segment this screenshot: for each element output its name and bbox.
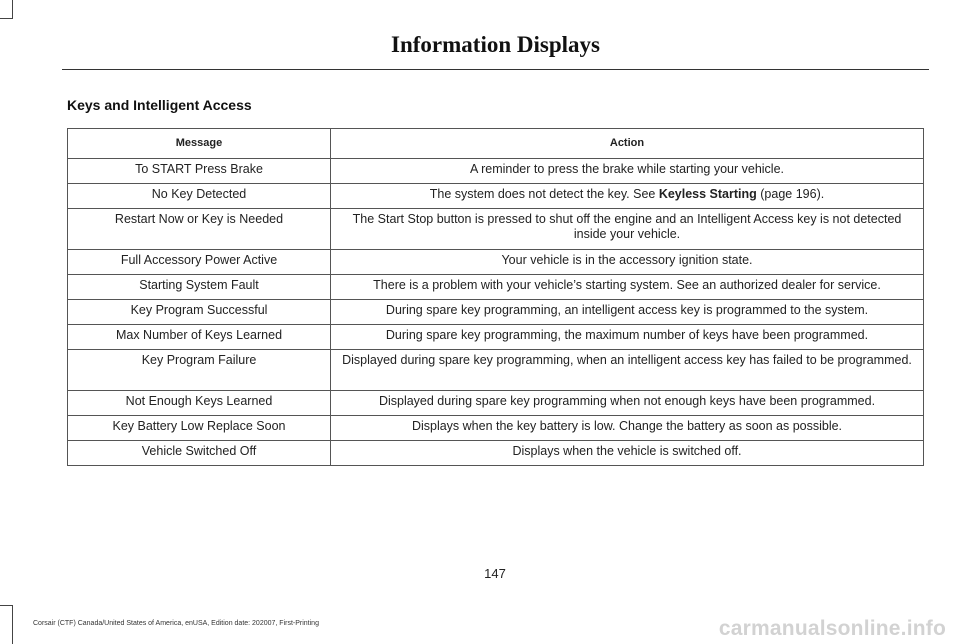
column-header-message: Message: [68, 129, 331, 159]
message-cell: To START Press Brake: [68, 159, 331, 184]
footer-edition-text: Corsair (CTF) Canada/United States of America, enUSA, Edition date: 202007, First-Printing: [33, 620, 319, 627]
action-cell: Displayed during spare key programming when not enough keys have been programmed.: [331, 391, 924, 416]
message-cell: Key Program Failure: [68, 350, 331, 391]
page-number: 147: [484, 566, 506, 581]
column-header-action: Action: [331, 129, 924, 159]
message-cell: Starting System Fault: [68, 275, 331, 300]
section-title: Keys and Intelligent Access: [67, 97, 252, 113]
action-cell: Displays when the key battery is low. Change the battery as soon as possible.: [331, 416, 924, 441]
cross-reference-link: Keyless Starting: [658, 187, 757, 201]
watermark: carmanualsonline.info: [718, 617, 946, 640]
table-row: [68, 184, 924, 209]
table-row: [68, 416, 924, 441]
header-divider: [62, 69, 929, 70]
message-cell: Not Enough Keys Learned: [68, 391, 331, 416]
action-cell: During spare key programming, an intelligent access key is programmed to the system.: [331, 300, 924, 325]
table-header-row: [68, 129, 924, 159]
table-row: [68, 391, 924, 416]
action-cell: Your vehicle is in the accessory ignition state.: [331, 250, 924, 275]
page-header-title: Information Displays: [391, 32, 600, 57]
table-row: [68, 441, 924, 466]
table-row: [68, 159, 924, 184]
crop-mark-bottom-left: [0, 605, 13, 644]
action-text: The system does not detect the key. See: [429, 187, 659, 201]
message-cell: Vehicle Switched Off: [68, 441, 331, 466]
action-cell: [331, 184, 924, 209]
action-cell: A reminder to press the brake while starting your vehicle.: [331, 159, 924, 184]
action-cell: There is a problem with your vehicle’s starting system. See an authorized dealer for service.: [331, 275, 924, 300]
page-reference: (page 196).: [756, 187, 825, 201]
message-cell: Key Program Successful: [68, 300, 331, 325]
table-row: [68, 350, 924, 391]
message-cell: Restart Now or Key is Needed: [68, 209, 331, 250]
table-row: [68, 209, 924, 250]
table-row: [68, 275, 924, 300]
message-cell: Key Battery Low Replace Soon: [68, 416, 331, 441]
message-cell: No Key Detected: [68, 184, 331, 209]
action-cell: During spare key programming, the maximum number of keys have been programmed.: [331, 325, 924, 350]
table-row: [68, 325, 924, 350]
action-cell: The Start Stop button is pressed to shut off the engine and an Intelligent Access key is not detected inside your vehicle.: [331, 209, 924, 250]
action-cell: Displays when the vehicle is switched off.: [331, 441, 924, 466]
action-cell: Displayed during spare key programming, when an intelligent access key has failed to be programmed.: [331, 350, 924, 391]
message-cell: Max Number of Keys Learned: [68, 325, 331, 350]
crop-mark-top-left: [0, 0, 13, 19]
table-row: [68, 250, 924, 275]
table-row: [68, 300, 924, 325]
message-cell: Full Accessory Power Active: [68, 250, 331, 275]
messages-table: [67, 128, 924, 466]
